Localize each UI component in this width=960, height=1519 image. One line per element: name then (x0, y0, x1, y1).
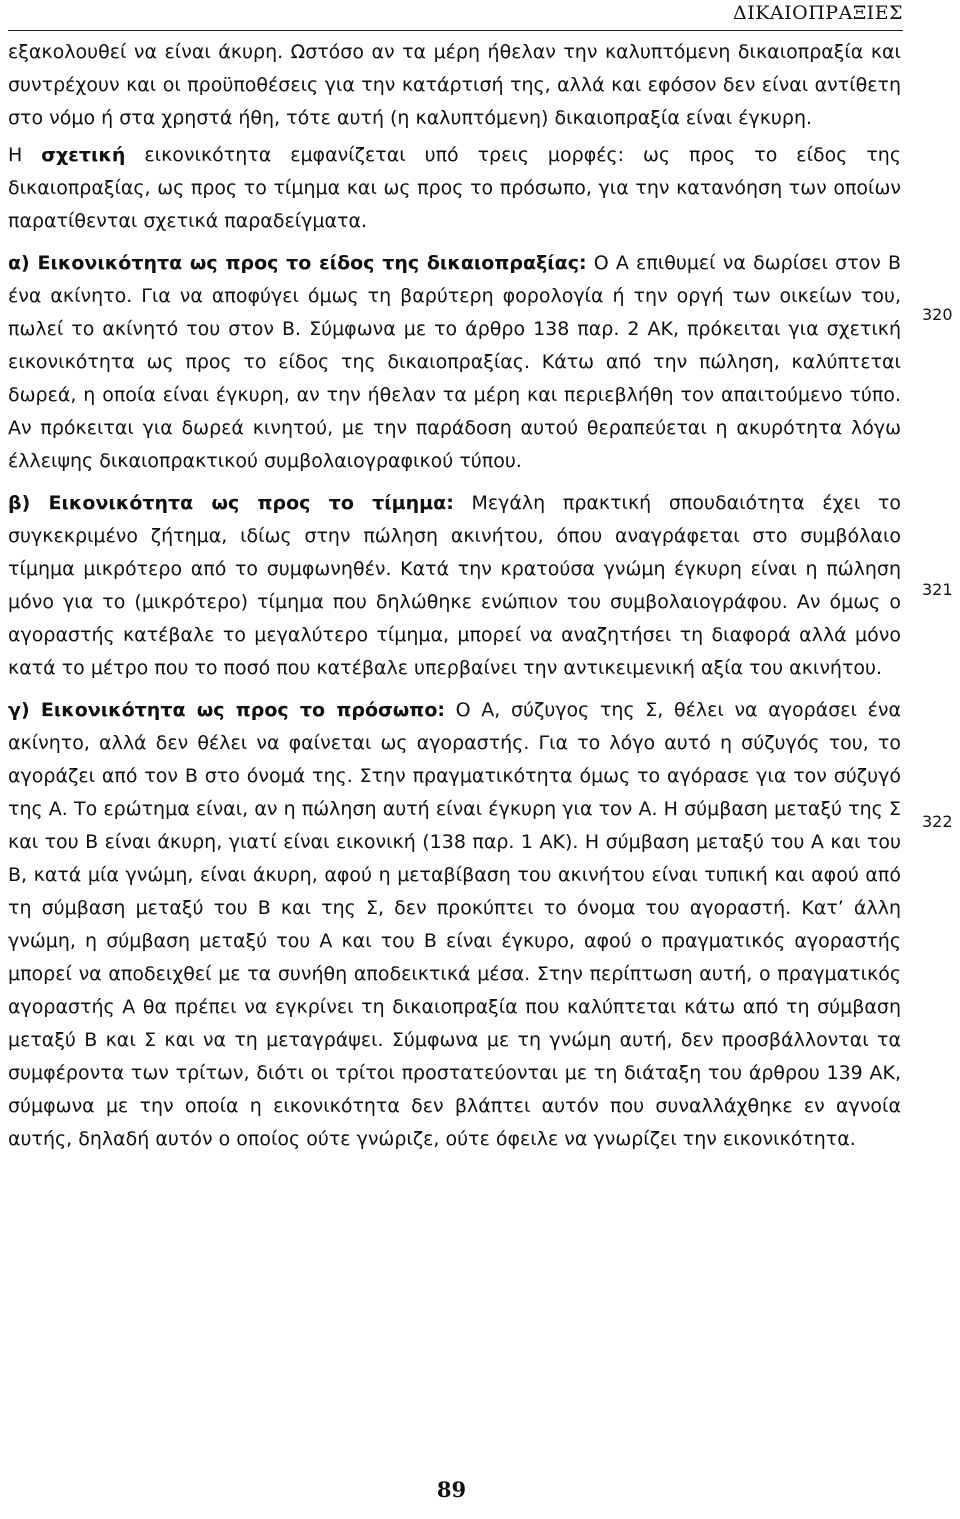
paragraph-c-heading: γ) Εικονικότητα ως προς το πρόσωπο: (8, 699, 445, 721)
paragraph-1-text: εξακολουθεί να είναι άκυρη. Ωστόσο αν τα μέρη ήθελαν την καλυπτόμενη δικαιοπραξία και συντρέχουν και οι προϋποθέσεις για την κατάρτισή της, αλλά και εφόσον δεν είναι αντίθετη στο νόμο ή στα χρηστά ήθη, τότε αυτή (η καλυπτόμενη) δικαιοπραξία είναι έγκυρη. (8, 41, 901, 129)
paragraph-1 (8, 36, 901, 135)
page-number: 89 (436, 1477, 467, 1502)
header-title: ΔΙΚΑΙΟΠΡΑΞΙΕΣ (733, 2, 903, 24)
paragraph-2-text: εικονικότητα εμφανίζεται υπό τρεις μορφές: ως προς το είδος της δικαιοπραξίας, ως προς το τίμημα και ως προς το πρόσωπο, για την κατανόηση των οποίων παρατίθενται σχετικά παραδείγματα. (8, 144, 901, 232)
margin-note-321: 321 (922, 580, 953, 599)
margin-note-322: 322 (922, 812, 953, 831)
paragraph-a-heading: α) Εικονικότητα ως προς το είδος της δικαιοπραξίας: (8, 252, 587, 274)
paragraph-b (8, 487, 901, 685)
paragraph-2-bold: σχετική (41, 144, 126, 166)
paragraph-a-text: Ο Α επιθυμεί να δωρίσει στον Β ένα ακίνητο. Για να αποφύγει όμως τη βαρύτερη φορολογία ή την οργή των οικείων του, πωλεί το ακίνητό του στον Β. Σύμφωνα με το άρθρο 138 παρ. 2 ΑΚ, πρόκειται για σχετική εικονικότητα ως προς το είδος της δικαιοπραξίας. Κάτω από την πώληση, καλύπτεται δωρεά, η οποία είναι έγκυρη, αν την ήθελαν τα μέρη και περιεβλήθη τον απαιτούμενο τύπο. Αν πρόκειται για δωρεά κινητού, με την παράδοση αυτού θεραπεύεται η ακυρότητα λόγω έλλειψης δικαιοπρακτικού συμβολαιογραφικού τύπου. (8, 252, 901, 472)
paragraph-b-heading: β) Εικονικότητα ως προς το τίμημα: (8, 492, 454, 514)
paragraph-c (8, 694, 901, 1156)
paragraph-c-text: Ο Α, σύζυγος της Σ, θέλει να αγοράσει ένα ακίνητο, αλλά δεν θέλει να φαίνεται ως αγοραστής. Για το λόγο αυτό η σύζυγός του, το αγοράζει από τον Β στο όνομά της. Στην πραγματικότητα όμως το αγόρασε για τον σύζυγό της Α. Το ερώτημα είναι, αν η πώληση αυτή είναι έγκυρη για τον Α. Η σύμβαση μεταξύ της Σ και του Β είναι άκυρη, γιατί είναι εικονική (138 παρ. 1 ΑΚ). Η σύμβαση μεταξύ του Α και του Β, κατά μία γνώμη, είναι άκυρη, αφού η μεταβίβαση του ακινήτου είναι τυπική και αφού από τη σύμβαση μεταξύ του Β και της Σ, δεν προκύπτει το όνομα του αγοραστή. Κατ’ άλλη γνώμη, η σύμβαση μεταξύ του Α και του Β είναι έγκυρο, αφού ο πραγματικός αγοραστής μπορεί να αποδειχθεί με τα συνήθη αποδεικτικά μέσα. Στην περίπτωση αυτή, ο πραγματικός αγοραστής Α θα πρέπει να εγκρίνει τη δικαιοπραξία που καλύπτεται κάτω από τη σύμβαση μεταξύ Β και Σ και να τη μεταγράψει. Σύμφωνα με τη γνώμη αυτή, δεν προσβάλλονται τα συμφέροντα των τρίτων, διότι οι τρίτοι προστατεύονται με τη διάταξη του άρθρου 139 ΑΚ, σύμφωνα με την οποία η εικονικότητα δεν βλάπτει αυτόν που συναλλάχθηκε εν αγνοία αυτής, δηλαδή αυτόν ο οποίος ούτε γνώριζε, ούτε όφειλε να γνωρίζει την εικονικότητα. (8, 699, 902, 1150)
body-text (8, 36, 901, 1165)
paragraph-2-lead: Η (8, 144, 42, 166)
paragraph-2 (8, 139, 901, 238)
paragraph-a (8, 247, 901, 478)
running-header (8, 0, 903, 31)
paragraph-b-text: Μεγάλη πρακτική σπουδαιότητα έχει το συγκεκριμένο ζήτημα, ιδίως στην πώληση ακινήτου, όπου αναγράφεται στο συμβόλαιο τίμημα μικρότερο από το συμφωνηθέν. Κατά την κρατούσα γνώμη έγκυρη είναι η πώληση μόνο για το (μικρότερο) τίμημα που δηλώθηκε ενώπιον του συμβολαιογράφου. Αν όμως ο αγοραστής κατέβαλε το μεγαλύτερο τίμημα, μπορεί να αναζητήσει τη διαφορά αλλά μόνο κατά το μέτρο που το ποσό που κατέβαλε υπερβαίνει την αντικειμενική αξία του ακινήτου. (8, 492, 901, 679)
margin-note-320: 320 (922, 305, 953, 324)
